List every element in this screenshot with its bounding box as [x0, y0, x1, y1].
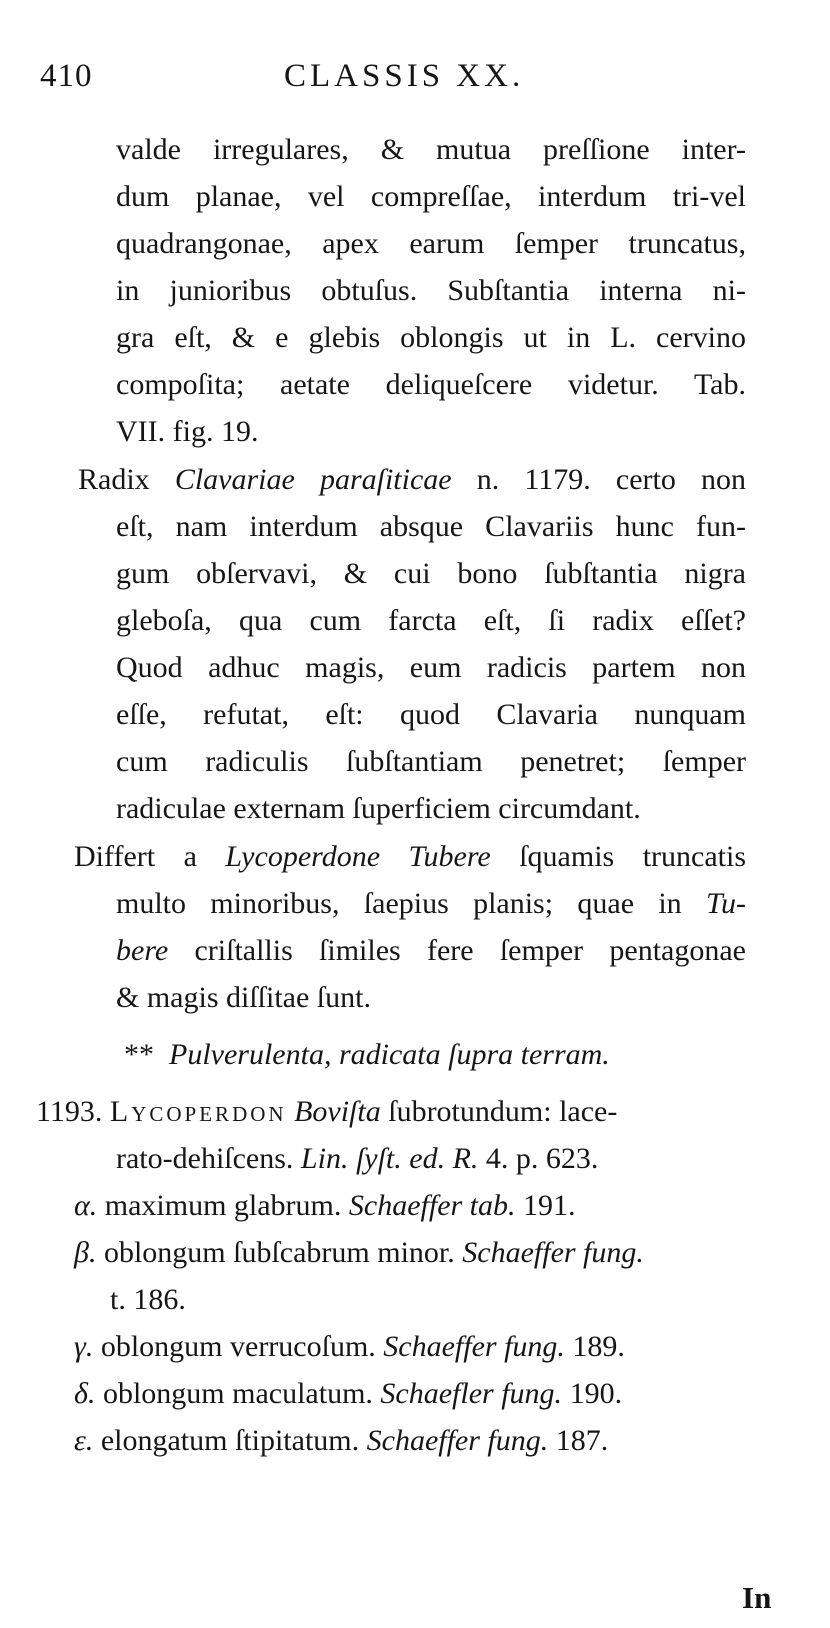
- text-line: gum obſervavi, & cui bono ſubſtantia nigra: [116, 557, 746, 590]
- variety-line: [74, 1374, 622, 1414]
- text-run: 4. p. 623.: [478, 1142, 599, 1175]
- variety-line: [74, 1233, 644, 1273]
- variety-text: oblongum maculatum.: [95, 1377, 381, 1410]
- variety-text: t. 186.: [110, 1283, 186, 1316]
- variety-line: [74, 1186, 576, 1226]
- text-line: [78, 460, 746, 500]
- variety-line: [74, 1327, 625, 1367]
- variety-text: oblongum verrucoſum.: [93, 1330, 384, 1363]
- text-line: in junioribus obtuſus. Subſtantia interna ni-: [116, 274, 746, 307]
- text-line: dum planae, vel compreſſae, interdum tri-vel: [116, 180, 746, 213]
- page-header: [0, 58, 830, 104]
- variety-text: maximum glabrum.: [97, 1189, 349, 1222]
- reference: Schaeffer fung.: [383, 1330, 565, 1363]
- running-head: CLASSIS XX.: [284, 58, 525, 94]
- reference: Lin. ſyſt. ed. R.: [300, 1142, 479, 1175]
- entry-line: [116, 1139, 598, 1179]
- text-run: ſquamis truncatis: [490, 840, 746, 873]
- reference: Schaeffer fung.: [366, 1424, 549, 1457]
- text-line: cum radiculis ſubſtantiam penetret; ſemper: [116, 745, 746, 778]
- text-run: Radix: [78, 463, 175, 496]
- variety-letter: δ.: [74, 1377, 96, 1410]
- text-line: eſt, nam interdum absque Clavariis hunc fun-: [116, 510, 746, 543]
- text-line: & magis diſſitae ſunt.: [116, 981, 371, 1014]
- text-run: multo minoribus, ſaepius planis; quae in: [116, 887, 706, 920]
- text-line: VII. fig. 19.: [116, 415, 259, 448]
- text-line: eſſe, refutat, eſt: quod Clavaria nunquam: [116, 698, 746, 731]
- text-line: quadrangonae, apex earum ſemper truncatus,: [116, 227, 746, 260]
- genus-name: Lycoperdon: [109, 1095, 287, 1128]
- reference: Schaefler fung.: [380, 1377, 563, 1410]
- entry-line: [36, 1092, 617, 1132]
- variety-letter: α.: [74, 1189, 98, 1222]
- text-line: Quod adhuc magis, eum radicis partem non: [116, 651, 746, 684]
- text-run: ſubrotundum: lace-: [380, 1095, 618, 1128]
- page-number: 410: [40, 58, 93, 94]
- variety-line: [110, 1280, 186, 1320]
- variety-number: 190.: [562, 1377, 623, 1410]
- variety-letter: γ.: [74, 1330, 94, 1363]
- reference: Schaeffer fung.: [462, 1236, 644, 1269]
- section-heading: [124, 1035, 610, 1075]
- catchword: In: [742, 1580, 772, 1615]
- text-line: compoſita; aetate deliqueſcere videtur. Tab.: [116, 368, 746, 401]
- text-line: [74, 837, 746, 877]
- variety-number: 187.: [548, 1424, 609, 1457]
- italic-term: Lycoperdone Tubere: [225, 840, 491, 873]
- section-title: Pulverulenta, radicata ſupra terram.: [169, 1038, 610, 1071]
- text-run: criſtallis ſimiles fere ſemper pentagonae: [168, 934, 746, 967]
- text-line: radiculae externam ſuperficiem circumdant.: [116, 792, 641, 825]
- text-line: gra eſt, & e glebis oblongis ut in L. cervino: [116, 321, 746, 354]
- reference: Schaeffer tab.: [348, 1189, 516, 1222]
- italic-term: Clavariae paraſiticae: [174, 463, 452, 496]
- entry-number: 1193.: [36, 1095, 103, 1128]
- text-line: [116, 884, 746, 924]
- variety-letter: β.: [74, 1236, 97, 1269]
- section-stars: **: [124, 1038, 154, 1071]
- variety-text: elongatum ſtipitatum.: [93, 1424, 367, 1457]
- italic-term: Tu-: [705, 887, 746, 920]
- text-line: valde irregulares, & mutua preſſione inter-: [116, 133, 746, 166]
- text-line: [116, 931, 746, 971]
- text-run: rato-dehiſcens.: [116, 1142, 301, 1175]
- text-run: n. 1179. certo non: [451, 463, 746, 496]
- italic-term: bere: [116, 934, 169, 967]
- variety-number: 189.: [564, 1330, 625, 1363]
- species-name: Boviſta: [294, 1095, 381, 1128]
- text-line: gleboſa, qua cum farcta eſt, ſi radix eſſet?: [116, 604, 746, 637]
- variety-number: 191.: [515, 1189, 576, 1222]
- variety-text: oblongum ſubſcabrum minor.: [96, 1236, 463, 1269]
- variety-line: [74, 1421, 608, 1461]
- text-run: Differt a: [74, 840, 226, 873]
- variety-letter: ε.: [74, 1424, 94, 1457]
